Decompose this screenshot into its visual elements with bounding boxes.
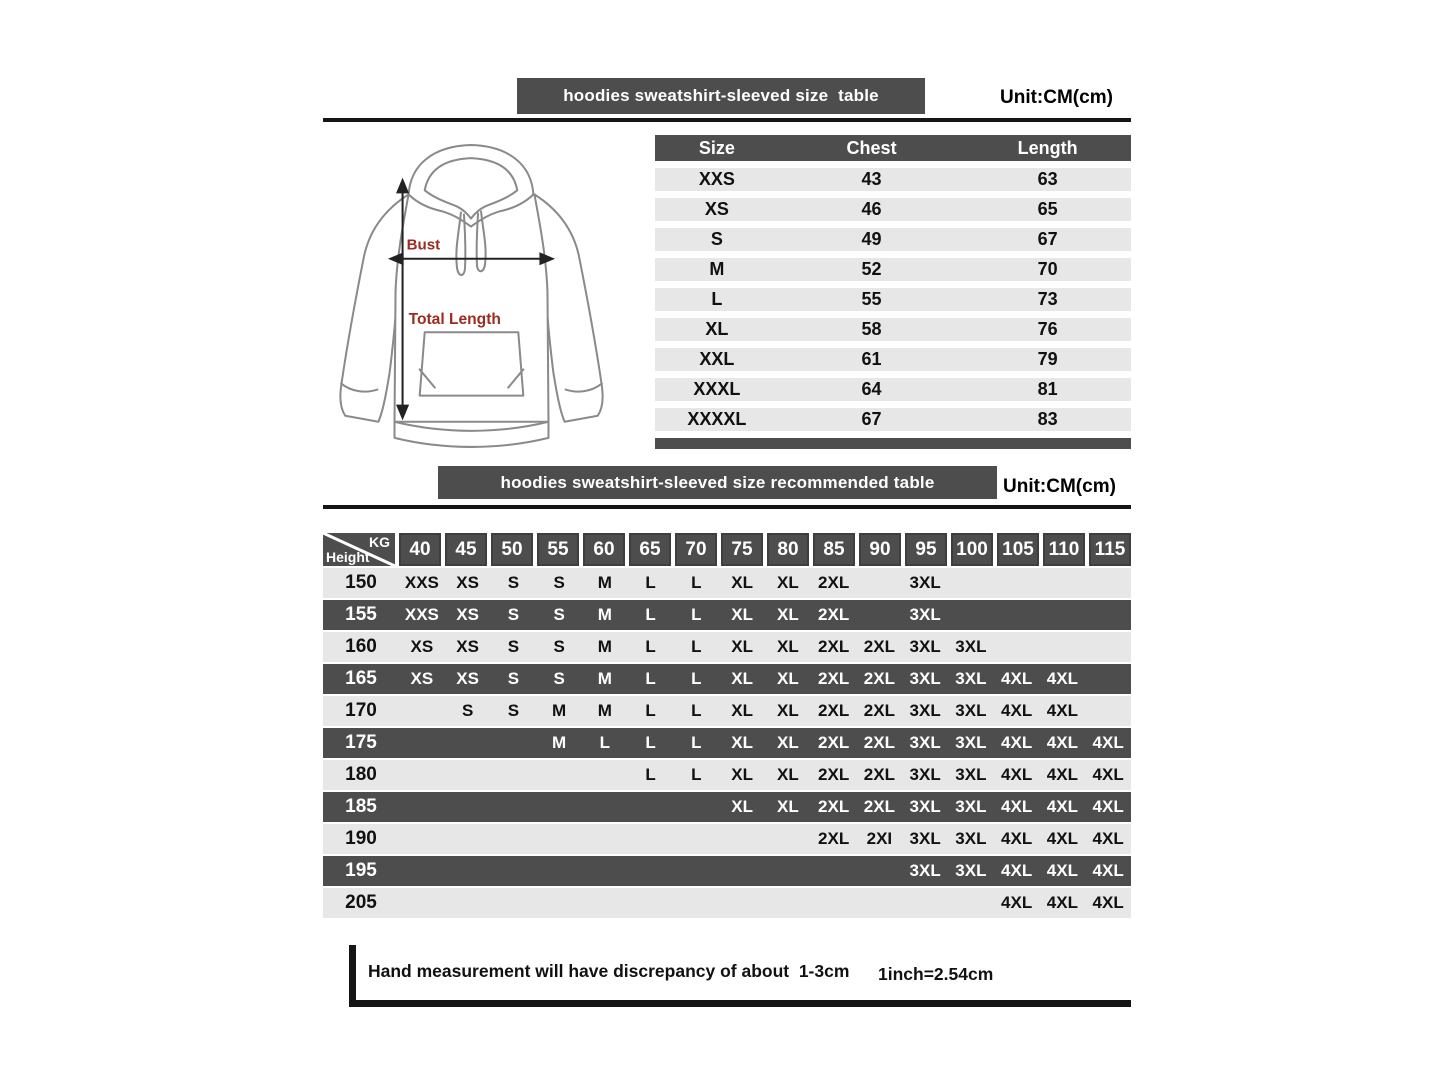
recommended-size-cell: XS: [456, 669, 479, 688]
recommended-size-cell: XS: [456, 605, 479, 624]
recommended-size-cell: 4XL: [1001, 829, 1033, 848]
size-table-row: [655, 168, 1131, 191]
recommended-size-cell: 2XL: [818, 765, 850, 784]
matrix-row: [323, 696, 1131, 726]
recommended-size-cell: 3XL: [909, 829, 941, 848]
matrix-row: [323, 728, 1131, 758]
recommended-size-cell: L: [645, 733, 656, 752]
recommended-size-cell: 4XL: [1001, 669, 1033, 688]
recommended-size-cell: XL: [731, 573, 753, 592]
recommended-size-cell: S: [507, 701, 520, 720]
length-cell: 81: [1037, 379, 1058, 399]
recommended-size-cell: 4XL: [1092, 861, 1124, 880]
recommended-size-cell: 3XL: [955, 829, 987, 848]
recommended-size-cell: 3XL: [955, 637, 987, 656]
height-row-label: 185: [345, 796, 377, 817]
matrix-row: [323, 760, 1131, 790]
recommended-size-cell: XL: [731, 605, 753, 624]
recommended-size-cell: 3XL: [909, 701, 941, 720]
size-table-row: [655, 288, 1131, 311]
chest-cell: 43: [861, 169, 882, 189]
recommended-size-cell: 2XL: [818, 669, 850, 688]
chest-cell: 67: [861, 409, 882, 429]
recommended-size-cell: 3XL: [955, 861, 987, 880]
total-length-label: Total Length: [408, 311, 501, 329]
size-cell: XXS: [698, 169, 735, 189]
length-cell: 73: [1037, 289, 1058, 309]
recommended-size-cell: 4XL: [1092, 893, 1124, 912]
recommended-size-cell: L: [599, 733, 611, 752]
length-cell: 63: [1037, 169, 1058, 189]
recommended-size-cell: L: [645, 573, 656, 592]
recommended-size-cell: S: [507, 605, 520, 624]
recommended-size-cell: XL: [777, 733, 799, 752]
size-table-header-cell: Length: [1017, 137, 1078, 158]
inch-conversion-note: 1inch=2.54cm: [878, 964, 994, 984]
recommended-size-cell: 4XL: [1046, 669, 1078, 688]
recommended-size-cell: S: [507, 637, 520, 656]
chest-cell: 64: [861, 379, 882, 399]
height-row-label: 195: [345, 860, 377, 881]
recommended-size-cell: L: [691, 701, 702, 720]
recommended-size-cell: 3XL: [909, 765, 941, 784]
recommended-size-cell: 3XL: [909, 861, 941, 880]
size-table-row: [655, 228, 1131, 251]
size-recommendation-matrix: [323, 533, 1131, 920]
divider-bottom: [323, 505, 1131, 509]
recommended-size-cell: 3XL: [909, 605, 941, 624]
chest-cell: 46: [861, 199, 882, 219]
matrix-row: [323, 824, 1131, 854]
recommended-size-cell: 2XL: [818, 701, 850, 720]
recommended-size-cell: 4XL: [1092, 797, 1124, 816]
recommended-size-cell: 3XL: [955, 701, 987, 720]
measurement-note: Hand measurement will have discrepancy of about 1-3cm: [368, 961, 850, 981]
recommended-size-cell: XS: [456, 573, 479, 592]
recommended-size-cell: 4XL: [1001, 765, 1033, 784]
height-row-label: 155: [345, 604, 377, 625]
recommended-size-cell: 3XL: [909, 797, 941, 816]
recommended-size-cell: M: [552, 701, 567, 720]
recommended-size-cell: XL: [777, 669, 799, 688]
recommended-size-cell: XL: [731, 637, 753, 656]
hoodie-sketch: [328, 136, 615, 458]
recommended-table-title: hoodies sweatshirt-sleeved size recommended table: [500, 472, 935, 492]
hoodie-measurement-diagram: [328, 136, 615, 458]
recommended-size-cell: 4XL: [1046, 733, 1078, 752]
recommended-size-cell: M: [552, 733, 567, 752]
recommended-size-cell: L: [691, 733, 702, 752]
weight-column-header: 100: [951, 533, 993, 566]
weight-column-header: 115: [1089, 533, 1131, 566]
recommended-size-cell: 2XL: [818, 797, 850, 816]
height-row-label: 175: [345, 732, 377, 753]
matrix-row: [323, 792, 1131, 822]
recommended-size-cell: S: [461, 701, 474, 720]
recommended-size-cell: 4XL: [1046, 829, 1078, 848]
size-table-header-row: [655, 135, 1131, 161]
weight-column-header: 40: [399, 533, 441, 566]
matrix-row: [323, 568, 1131, 598]
recommended-size-cell: XL: [777, 637, 799, 656]
recommended-size-cell: S: [553, 637, 565, 656]
size-table-row: [655, 198, 1131, 221]
recommended-size-cell: 4XL: [1092, 765, 1124, 784]
size-cell: XL: [705, 319, 729, 339]
recommended-size-cell: XL: [731, 701, 753, 720]
matrix-row: [323, 664, 1131, 694]
recommended-size-cell: S: [553, 669, 565, 688]
recommended-size-cell: 2XL: [818, 605, 850, 624]
recommended-size-cell: S: [553, 605, 565, 624]
recommended-size-cell: 4XL: [1046, 893, 1078, 912]
recommended-size-cell: XS: [456, 637, 479, 656]
height-row-label: 205: [345, 892, 377, 913]
chest-cell: 58: [861, 319, 882, 339]
recommended-size-cell: L: [691, 605, 702, 624]
recommended-size-cell: 4XL: [1001, 797, 1033, 816]
unit-label-top: Unit:CM(cm): [1000, 87, 1113, 108]
size-table-row: [655, 408, 1131, 431]
recommended-size-cell: XS: [410, 637, 434, 656]
recommended-size-cell: L: [691, 573, 702, 592]
size-cell: XXL: [699, 349, 735, 369]
size-cell: S: [710, 229, 723, 249]
recommended-size-cell: XL: [777, 701, 799, 720]
unit-label-bottom: Unit:CM(cm): [1003, 476, 1116, 497]
size-table-row: [655, 318, 1131, 341]
size-table-row: [655, 258, 1131, 281]
recommended-size-cell: 4XL: [1046, 701, 1078, 720]
recommended-size-cell: 2XL: [818, 573, 850, 592]
note-bracket-vertical: [349, 945, 356, 1004]
recommended-size-cell: 2XL: [863, 765, 895, 784]
recommended-size-cell: 4XL: [1046, 797, 1078, 816]
length-cell: 76: [1037, 319, 1058, 339]
recommended-size-cell: L: [645, 669, 656, 688]
recommended-size-cell: 4XL: [1046, 765, 1078, 784]
recommended-size-cell: 3XL: [955, 669, 987, 688]
recommended-size-cell: 2XL: [818, 733, 850, 752]
recommended-size-cell: 3XL: [909, 669, 941, 688]
recommended-size-cell: M: [597, 637, 612, 656]
recommended-size-cell: L: [645, 637, 656, 656]
chest-cell: 52: [861, 259, 882, 279]
size-table-body: [655, 168, 1131, 431]
note-bracket-horizontal: [349, 1000, 1131, 1007]
recommended-size-cell: L: [691, 765, 702, 784]
length-cell: 83: [1037, 409, 1058, 429]
weight-column-header: 55: [537, 533, 579, 566]
weight-column-header: 105: [997, 533, 1039, 566]
recommended-size-cell: 3XL: [909, 573, 941, 592]
matrix-header-row: [323, 533, 1131, 566]
weight-column-header: 95: [905, 533, 947, 566]
height-row-label: 165: [345, 668, 377, 689]
recommended-size-cell: L: [645, 605, 656, 624]
corner-height-label: Height: [326, 549, 370, 565]
chest-cell: 49: [861, 229, 882, 249]
recommended-size-cell: XS: [410, 669, 434, 688]
matrix-row: [323, 600, 1131, 630]
length-cell: 70: [1037, 259, 1058, 279]
weight-column-header: 65: [629, 533, 671, 566]
size-table-title-bar: [517, 78, 925, 114]
size-table-title: hoodies sweatshirt-sleeved size table: [563, 86, 879, 105]
recommended-size-cell: L: [645, 701, 656, 720]
recommended-size-cell: 3XL: [909, 733, 941, 752]
recommended-size-cell: XL: [777, 573, 799, 592]
size-cell: M: [709, 259, 725, 279]
height-row-label: 150: [345, 572, 377, 593]
height-row-label: 160: [345, 636, 377, 657]
weight-column-header: 60: [583, 533, 625, 566]
recommended-size-cell: 4XL: [1001, 733, 1033, 752]
size-table-header-cell: Size: [698, 137, 735, 158]
height-row-label: 190: [345, 828, 377, 849]
size-table-row: [655, 378, 1131, 401]
recommended-size-cell: 2XL: [863, 733, 895, 752]
recommended-size-cell: XL: [731, 669, 753, 688]
recommended-size-cell: 2XL: [863, 701, 895, 720]
recommended-size-cell: XXS: [404, 573, 439, 592]
recommended-size-cell: XL: [777, 765, 799, 784]
recommended-size-cell: XL: [777, 797, 799, 816]
recommended-size-cell: L: [691, 637, 702, 656]
recommended-size-cell: 3XL: [955, 765, 987, 784]
recommended-size-cell: 2XL: [863, 669, 895, 688]
recommended-size-cell: 3XL: [955, 797, 987, 816]
matrix-body: [323, 568, 1131, 918]
recommended-size-cell: 2XL: [863, 637, 895, 656]
size-table-row: [655, 348, 1131, 371]
recommended-size-cell: 3XL: [955, 733, 987, 752]
length-cell: 65: [1037, 199, 1058, 219]
recommended-size-cell: XL: [777, 605, 799, 624]
weight-column-header: 90: [859, 533, 901, 566]
recommended-size-cell: 4XL: [1092, 733, 1124, 752]
matrix-corner-cell: [323, 533, 395, 566]
weight-column-header: 75: [721, 533, 763, 566]
recommended-size-cell: M: [597, 669, 612, 688]
matrix-row: [323, 632, 1131, 662]
size-cell: XS: [704, 199, 729, 219]
hem-band: [395, 422, 549, 447]
recommended-size-cell: 2XL: [863, 797, 895, 816]
weight-column-header: 50: [491, 533, 533, 566]
recommended-size-cell: M: [597, 605, 612, 624]
recommended-size-cell: 2XL: [818, 829, 850, 848]
length-cell: 67: [1037, 229, 1058, 249]
recommended-size-cell: XL: [731, 765, 753, 784]
size-table-bottom-bar: [655, 438, 1131, 449]
recommended-size-cell: 2XI: [866, 829, 893, 848]
matrix-row: [323, 888, 1131, 918]
weight-column-header: 110: [1043, 533, 1085, 566]
divider-top: [323, 118, 1131, 122]
recommended-size-cell: L: [691, 669, 702, 688]
height-row-label: 180: [345, 764, 377, 785]
recommended-size-cell: 3XL: [909, 637, 941, 656]
size-cell: XXXXL: [687, 409, 747, 429]
chest-cell: 55: [861, 289, 882, 309]
recommended-size-cell: XL: [731, 797, 753, 816]
recommended-table-title-bar: [438, 466, 997, 499]
recommended-size-cell: XXS: [404, 605, 439, 624]
recommended-size-cell: 4XL: [1001, 861, 1033, 880]
bust-label: Bust: [406, 236, 441, 254]
length-cell: 79: [1037, 349, 1058, 369]
recommended-size-cell: XL: [731, 733, 753, 752]
recommended-size-cell: 4XL: [1001, 701, 1033, 720]
weight-column-header: 85: [813, 533, 855, 566]
size-table-header-cell: Chest: [846, 137, 897, 158]
recommended-size-cell: 4XL: [1001, 893, 1033, 912]
recommended-size-cell: 4XL: [1046, 861, 1078, 880]
chest-cell: 61: [861, 349, 882, 369]
recommended-size-cell: 2XL: [818, 637, 850, 656]
size-table: [655, 135, 1131, 449]
recommended-size-cell: 4XL: [1092, 829, 1124, 848]
height-row-label: 170: [345, 700, 377, 721]
recommended-size-cell: M: [597, 573, 612, 592]
size-cell: L: [711, 289, 723, 309]
recommended-size-cell: S: [507, 573, 520, 592]
weight-column-header: 45: [445, 533, 487, 566]
weight-column-header: 70: [675, 533, 717, 566]
corner-kg-label: KG: [369, 534, 390, 550]
recommended-size-cell: M: [597, 701, 612, 720]
recommended-size-cell: S: [507, 669, 520, 688]
matrix-row: [323, 856, 1131, 886]
recommended-size-cell: S: [553, 573, 565, 592]
weight-column-header: 80: [767, 533, 809, 566]
size-cell: XXXL: [693, 379, 741, 399]
recommended-size-cell: L: [645, 765, 656, 784]
